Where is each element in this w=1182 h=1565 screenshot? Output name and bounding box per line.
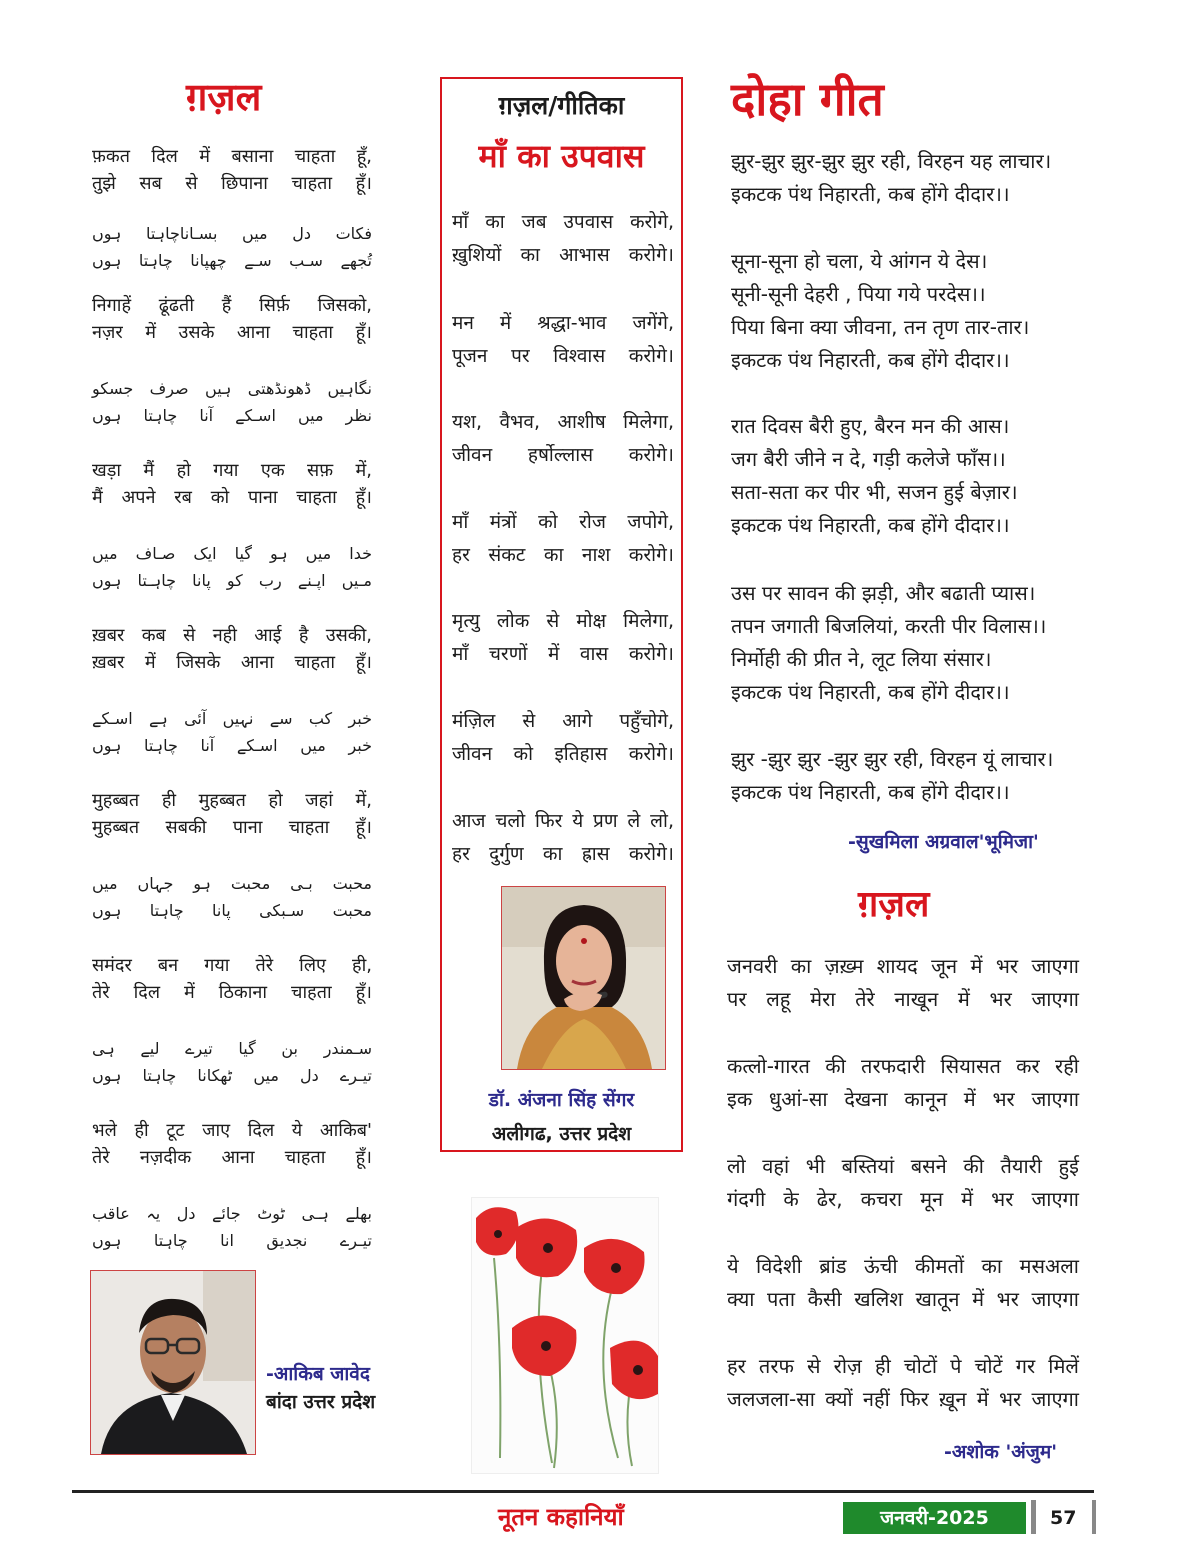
ghazal-stanza-urdu: نگاہیں ڈھونڈھتی ہیں صرف جسکو نظر میں اسـکے آنا چاہتا ہوں: [92, 379, 372, 425]
issue-date: जनवरी-2025: [880, 1507, 989, 1529]
doha-stanza: झुर -झुर झुर -झुर झुर रही, विरहन यूं लाचार। इकटक पंथ निहारती, कब होंगे दीदार।।: [731, 747, 1054, 804]
ghazal-stanza: ये विदेशी ब्रांड ऊंची कीमतों का मसअला क्या पता कैसी खलिश खातून में भर जाएगा: [727, 1254, 1079, 1311]
footer-divider: [1092, 1500, 1096, 1534]
ghazal-stanza-urdu: خدا میں ہو گیا ایک صـاف میں مـیں اپـنے رب کو پانا چاہـتا ہوں: [92, 544, 372, 590]
poem-stanza: मन में श्रद्धा-भाव जगेंगे, पूजन पर विश्वास करोगे।: [452, 312, 674, 367]
issue-badge: [843, 1502, 1026, 1534]
poem-stanza: यश, वैभव, आशीष मिलेगा, जीवन हर्षोल्लास करोगे।: [452, 411, 674, 466]
ghazal-stanza-urdu: سـمندر بن گیا تیرے لیے ہی تیـرے دل میں ٹھکانا چاہتا ہوں: [92, 1039, 372, 1085]
ghazal-stanza: ख़बर कब से नही आई है उसकी, ख़बर में जिसके आना चाहता हूँ।: [92, 625, 372, 673]
author-photo-anjana: [501, 886, 666, 1070]
ghazal-stanza-urdu: فکات دل میں بسـاناچاہتا ہوں تُجھے سـب سـے چھپانا چاہتا ہوں: [92, 224, 372, 270]
ghazal-stanza-urdu: محبت بـی محبت ہو جہاں میں محبت سـبکی پانا چاہتا ہوں: [92, 874, 372, 920]
ghazal-stanza: निगाहें ढूंढती हैं सिर्फ़ जिसको, नज़र में उसके आना चाहता हूँ।: [92, 295, 372, 343]
author-name-aqib: -आकिब जावेद: [266, 1363, 370, 1385]
left-ghazal-title: ग़ज़ल: [186, 74, 262, 119]
poem-category: ग़ज़ल/गीतिका: [498, 91, 625, 120]
poem-stanza: माँ मंत्रों को रोज जपोगे, हर संकट का नाश करोगे।: [452, 511, 674, 566]
magazine-name: नूतन कहानियाँ: [498, 1502, 624, 1531]
doha-author: -सुखमिला अग्रवाल'भूमिजा': [848, 831, 1039, 853]
poem-stanza: माँ का जब उपवास करोगे, ख़ुशियों का आभास करोगे।: [452, 211, 674, 266]
footer-rule: [72, 1490, 1094, 1493]
author-name-anjana: डॉ. अंजना सिंह सेंगर: [488, 1089, 635, 1111]
ghazal-stanza: लो वहां भी बस्तियां बसने की तैयारी हुई गंदगी के ढेर, कचरा मून में भर जाएगा: [727, 1154, 1079, 1211]
footer-divider: [1031, 1500, 1036, 1534]
right-ghazal-author: -अशोक 'अंजुम': [944, 1441, 1058, 1463]
page-number: 57: [1050, 1507, 1077, 1529]
doha-stanza: झुर-झुर झुर-झुर झुर रही, विरहन यह लाचार। इकटक पंथ निहारती, कब होंगे दीदार।।: [731, 149, 1052, 206]
doha-stanza: उस पर सावन की झड़ी, और बढाती प्यास। तपन जगाती बिजलियां, करती पीर विलास।। निर्मोही की प्रीत ने, लूट लिया संसार। इकटक पंथ निहारती, कब होंगे दीदार।।: [731, 581, 1047, 704]
ghazal-stanza: जनवरी का ज़ख़्म शायद जून में भर जाएगा पर लहू मेरा तेरे नाखून में भर जाएगा: [727, 954, 1079, 1011]
ghazal-stanza: भले ही टूट जाए दिल ये आकिब' तेरे नज़दीक आना चाहता हूँ।: [92, 1120, 372, 1168]
ghazal-stanza: खड़ा मैं हो गया एक सफ़ में, मैं अपने रब को पाना चाहता हूँ।: [92, 460, 372, 508]
ghazal-stanza: समंदर बन गया तेरे लिए ही, तेरे दिल में ठिकाना चाहता हूँ।: [92, 955, 372, 1003]
poem-stanza: मंज़िल से आगे पहुँचोगे, जीवन को इतिहास करोगे।: [452, 710, 674, 765]
poem-stanza: मृत्यु लोक से मोक्ष मिलेगा, माँ चरणों में वास करोगे।: [452, 610, 674, 665]
author-place-anjana: अलीगढ, उत्तर प्रदेश: [491, 1123, 632, 1145]
ghazal-stanza-urdu: بھلے ہـی ٹوٹ جائے دل یہ عاقب تیـرے نجدیق انا چاہتا ہوں: [92, 1204, 372, 1250]
author-place-aqib: बांदा उत्तर प्रदेश: [266, 1391, 376, 1413]
ghazal-stanza: हर तरफ से रोज़ ही चोटों पे चोटें गर मिलें जलजला-सा क्यों नहीं फिर ख़ून में भर जाएगा: [727, 1354, 1079, 1411]
author-photo-aqib: [90, 1270, 256, 1455]
ghazal-stanza: कत्लो-गारत की तरफदारी सियासत कर रही इक धुआं-सा देखना कानून में भर जाएगा: [727, 1054, 1079, 1111]
ghazal-stanza-urdu: خبر کب سے نہیں آئی ہے اسـکے خبر میں اسـکے آنا چاہتا ہوں: [92, 709, 372, 755]
doha-stanza: रात दिवस बैरी हुए, बैरन मन की आस। जग बैरी जीने न दे, गड़ी कलेजे फाँस।। सता-सता कर पीर भी, सजन हुई बेज़ार। इकटक पंथ निहारती, कब होंगे दीदार।।: [731, 414, 1018, 537]
poppy-icon: [472, 1198, 658, 1473]
doha-geet-title: दोहा गीत: [731, 72, 884, 126]
ghazal-stanza: मुहब्बत ही मुहब्बत हो जहां में, मुहब्बत सबकी पाना चाहता हूँ।: [92, 790, 372, 838]
right-ghazal-title: ग़ज़ल: [858, 883, 930, 925]
poem-stanza: आज चलो फिर ये प्रण ले लो, हर दुर्गुण का ह्रास करोगे।: [452, 810, 674, 865]
doha-stanza: सूना-सूना हो चला, ये आंगन ये देस। सूनी-सूनी देहरी , पिया गये परदेस।। पिया बिना क्या जीवना, तन तृण तार-तार। इकटक पंथ निहारती, कब होंगे दीदार।।: [731, 249, 1030, 372]
poppy-flowers-illustration: [471, 1197, 659, 1474]
portrait-woman-icon: [502, 887, 665, 1069]
portrait-man-icon: [91, 1271, 255, 1454]
ghazal-stanza: फ़कत दिल में बसाना चाहता हूँ, तुझे सब से छिपाना चाहता हूँ।: [92, 146, 372, 194]
middle-poem-title: माँ का उपवास: [478, 137, 645, 175]
